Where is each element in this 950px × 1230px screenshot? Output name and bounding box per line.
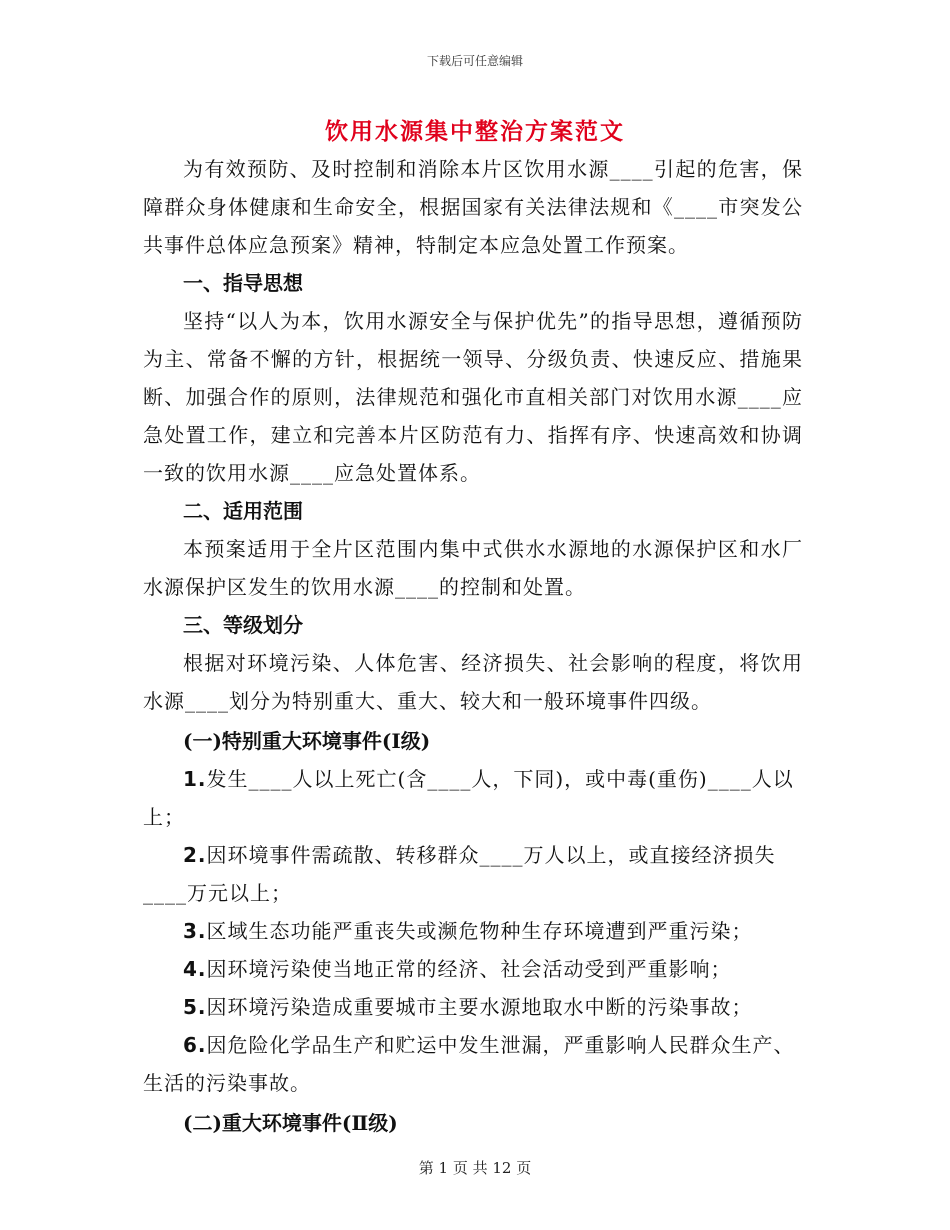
list-item: [143, 1026, 803, 1102]
guiding-ideology-paragraph: 坚持“以人为本，饮用水源安全与保护优先”的指导思想，遵循预防为主、常备不懈的方针，根据统一领导、分级负责、快速反应、措施果断、加强合作的原则，法律规范和强化市直相关部门对饮用水源____应急处置工作，建立和完善本片区防范有力、指挥有序、快速高效和协调一致的饮用水源____应急处置体系。: [143, 309, 803, 485]
level2-heading: (二)重大环境事件(Ⅱ级): [183, 1111, 398, 1135]
level1-heading: (一)特别重大环境事件(Ⅰ级): [183, 729, 431, 753]
item-number: 4.: [183, 957, 207, 981]
section-heading-scope: 二、适用范围: [183, 499, 303, 523]
section-heading-guiding-ideology: 一、指导思想: [183, 271, 303, 295]
list-item: [143, 950, 803, 988]
item-number: 6.: [183, 1033, 207, 1057]
intro-paragraph: 为有效预防、及时控制和消除本片区饮用水源____引起的危害，保障群众身体健康和生命安全，根据国家有关法律法规和《____市突发公共事件总体应急预案》精神，特制定本应急处置工作预案。: [143, 157, 803, 257]
section-heading-classification: 三、等级划分: [183, 613, 303, 637]
list-item: [143, 988, 803, 1026]
list-item: [143, 836, 803, 912]
item-number: 3.: [183, 919, 207, 943]
item-number: 2.: [183, 843, 207, 867]
item-text: 区域生态功能严重丧失或濒危物种生存环境遭到严重污染；: [206, 919, 753, 943]
document-body: [143, 150, 803, 1142]
list-item: [143, 760, 803, 836]
item-text: 发生____人以上死亡(含____人，下同)，或中毒(重伤)____人以上；: [143, 767, 794, 829]
item-text: 因环境污染使当地正常的经济、社会活动受到严重影响；: [206, 957, 732, 981]
header-note: 下载后可任意编辑: [426, 54, 523, 68]
item-text: 因环境事件需疏散、转移群众____万人以上，或直接经济损失____万元以上；: [143, 843, 776, 905]
list-item: [143, 912, 803, 950]
scope-paragraph: 本预案适用于全片区范围内集中式供水水源地的水源保护区和水厂水源保护区发生的饮用水源____的控制和处置。: [143, 537, 803, 599]
page-footer: 第 1 页 共 12 页: [418, 1159, 532, 1177]
document-title: 饮用水源集中整治方案范文: [325, 118, 625, 145]
classification-paragraph: 根据对环境污染、人体危害、经济损失、社会影响的程度，将饮用水源____划分为特别重大、重大、较大和一般环境事件四级。: [143, 651, 803, 713]
item-text: 因环境污染造成重要城市主要水源地取水中断的污染事故；: [206, 995, 753, 1019]
item-number: 5.: [183, 995, 207, 1019]
item-text: 因危险化学品生产和贮运中发生泄漏，严重影响人民群众生产、生活的污染事故。: [143, 1033, 795, 1095]
item-number: 1.: [183, 767, 207, 791]
